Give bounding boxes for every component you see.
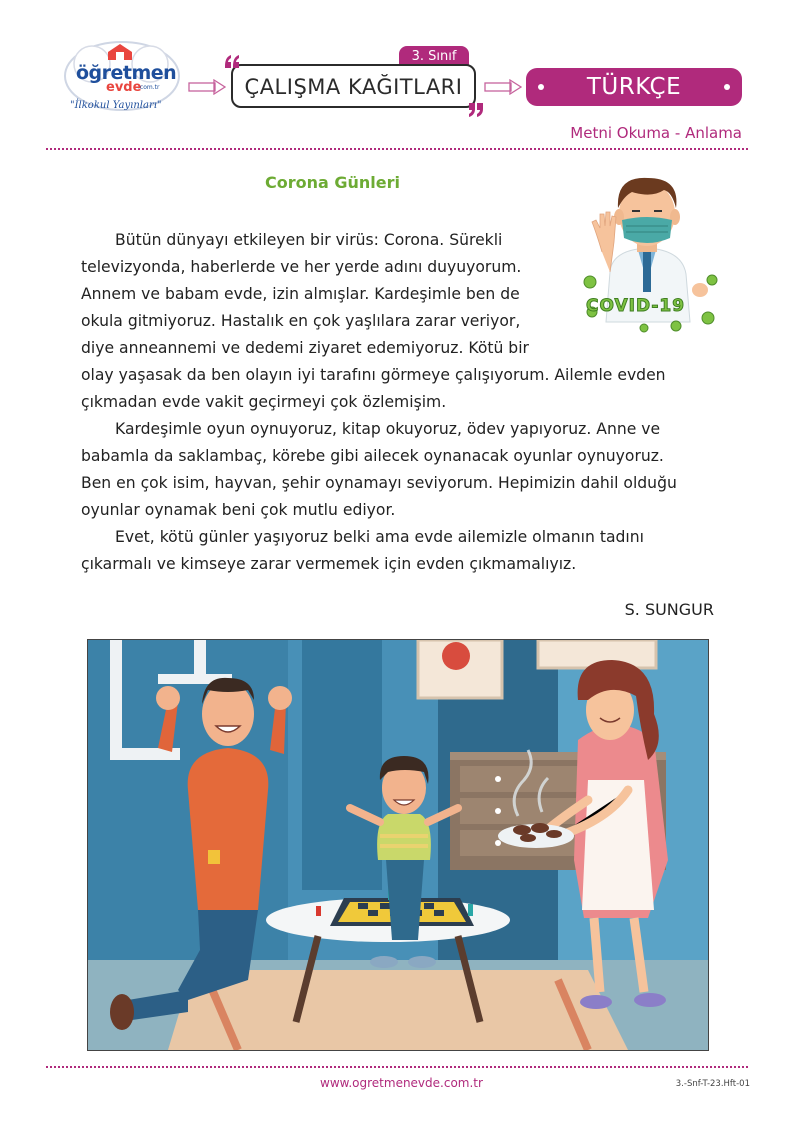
story-line: çıkarmalı ve kimseye zarar vermemek için evden çıkmamalıyız. — [81, 555, 577, 573]
grade-tab: 3. Sınıf — [399, 46, 469, 66]
story-line: çıkmadan evde vakit geçirmeyi çok özlemişim. — [81, 393, 447, 411]
arrow-right-icon — [188, 79, 226, 95]
logo-tagline: "İlkokul Yayınları" — [70, 100, 162, 111]
story-line: olay yaşasak da ben olayın iyi tarafını görmeye çalışıyorum. Ailemle evden — [81, 366, 666, 384]
story-line: Kardeşimle oyun oynuyoruz, kitap okuyoruz, ödev yapıyoruz. Anne ve — [115, 420, 661, 438]
footer-document-code: 3.-Snf-T-23.Hft-01 — [675, 1079, 750, 1089]
story-line: diye anneannemi ve dedemi ziyaret edemiyoruz. Kötü bir — [81, 339, 529, 357]
story-line: okula gitmiyoruz. Hastalık en çok yaşlılara zarar veriyor, — [81, 312, 521, 330]
topic-label: Metni Okuma - Anlama — [570, 124, 742, 142]
bullet-icon — [538, 84, 544, 90]
story-line: televizyonda, haberlerde ve her yerde adını duyuyorum. — [81, 258, 522, 276]
story-line: Bütün dünyayı etkileyen bir virüs: Corona. Sürekli — [115, 231, 503, 249]
story-title: Corona Günleri — [265, 173, 400, 192]
covid-19-label: COVID-19 — [586, 296, 686, 316]
close-quote-icon — [466, 100, 486, 120]
open-quote-icon — [222, 52, 242, 72]
family-game-illustration — [87, 639, 709, 1051]
header-divider — [46, 148, 748, 150]
worksheet-title: ÇALIŞMA KAĞITLARI — [231, 64, 476, 108]
subject-badge — [526, 68, 742, 106]
story-line: Evet, kötü günler yaşıyoruz belki ama evde ailemizle olmanın tadını — [115, 528, 644, 546]
subject-label: TÜRKÇE — [586, 74, 682, 100]
bullet-icon — [724, 84, 730, 90]
story-line: Ben en çok isim, hayvan, şehir oynamayı seviyorum. Hepimizin dahil olduğu — [81, 474, 677, 492]
logo-main-text: öğretmen — [76, 62, 177, 84]
arrow-right-icon-2 — [484, 79, 522, 95]
footer-divider — [46, 1066, 748, 1068]
story-body — [81, 227, 721, 578]
footer-website-link[interactable]: www.ogretmenevde.com.tr — [320, 1076, 483, 1090]
story-line: Annem ve babam evde, izin almışlar. Kardeşimle ben de — [81, 285, 520, 303]
logo-sub-text: evde — [106, 80, 142, 95]
story-line: babamla da saklambaç, körebe gibi ailecek oynanacak oyunlar oynuyoruz. — [81, 447, 664, 465]
story-author: S. SUNGUR — [624, 600, 714, 619]
logo-domain-text: .com.tr — [138, 84, 160, 91]
story-line: oyunlar oynamak beni çok mutlu ediyor. — [81, 501, 396, 519]
